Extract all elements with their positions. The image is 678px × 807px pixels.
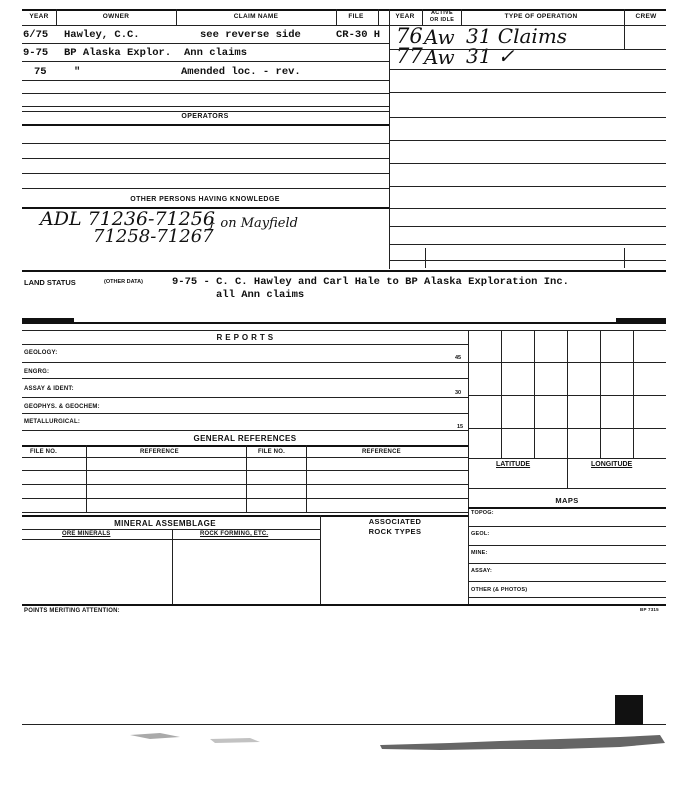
general-references-title: GENERAL REFERENCES xyxy=(193,434,297,443)
report-number: 45 xyxy=(455,355,462,361)
land-status-label: LAND STATUS xyxy=(24,278,76,287)
reference-header: REFERENCE xyxy=(140,449,179,455)
year2-header: YEAR xyxy=(395,13,415,20)
type-of-operation-header: TYPE OF OPERATION xyxy=(504,13,578,20)
reference-header: REFERENCE xyxy=(362,449,401,455)
ore-minerals-header: ORE MINERALS xyxy=(62,531,111,537)
associated-label: ASSOCIATED xyxy=(368,517,422,526)
activity-status: Aw xyxy=(424,25,455,49)
center-divider xyxy=(389,9,390,269)
maps-geol: GEOL: xyxy=(471,531,490,537)
owner-row-year: 9-75 xyxy=(23,47,49,59)
maps-topog: TOPOG: xyxy=(471,510,494,516)
latitude-label: LATITUDE xyxy=(496,461,531,468)
or-idle-header: OR IDLE xyxy=(429,17,455,23)
land-status-sub: (OTHER DATA) xyxy=(104,279,143,285)
year-header: YEAR xyxy=(29,13,49,20)
report-geology: GEOLOGY: xyxy=(24,350,58,356)
report-number: 30 xyxy=(455,390,462,396)
activity-operation: 31 ✓ xyxy=(466,44,515,68)
header-underline xyxy=(22,25,666,26)
owner-row-owner: Hawley, C.C. xyxy=(64,29,140,41)
longitude-label: LONGITUDE xyxy=(591,461,633,468)
operators-title: OPERATORS xyxy=(181,113,229,120)
activity-operation: 31 Claims xyxy=(466,24,568,48)
owner-header: OWNER xyxy=(102,13,130,20)
activity-status: Aw xyxy=(424,45,455,69)
report-number: 15 xyxy=(457,424,464,430)
owner-row-claim: Amended loc. - rev. xyxy=(181,66,301,78)
mineral-assemblage-title: MINERAL ASSEMBLAGE xyxy=(114,519,216,528)
report-metallurgical: METALLURGICAL: xyxy=(24,419,81,425)
file-no-header: FILE NO. xyxy=(258,449,285,455)
report-engrg: ENGRG: xyxy=(24,369,50,375)
reports-title: R E P O R T S xyxy=(216,333,274,342)
maps-title: MAPS xyxy=(555,496,579,505)
owner-row-claim: see reverse side xyxy=(200,29,301,41)
report-assay: ASSAY & IDENT: xyxy=(24,386,74,392)
scan-noise xyxy=(120,725,668,753)
crew-header: CREW xyxy=(635,13,657,20)
activity-year: 77 xyxy=(396,44,423,68)
owner-row-year: 75 xyxy=(34,66,47,78)
owner-row-file: CR-30 H xyxy=(336,29,381,41)
owner-row-owner: BP Alaska Explor. xyxy=(64,47,172,59)
form-code: BP 7315 xyxy=(640,607,659,612)
file-header: FILE xyxy=(348,13,364,20)
adl-note: } on Mayfield xyxy=(208,216,298,231)
file-no-header: FILE NO. xyxy=(30,449,57,455)
black-bar-right xyxy=(616,318,666,324)
report-geophys: GEOPHYS. & GEOCHEM: xyxy=(24,404,100,410)
maps-assay: ASSAY: xyxy=(471,568,493,574)
maps-mine: MINE: xyxy=(471,550,488,556)
adl-line-1: ADL 71236-71256 xyxy=(40,208,215,230)
owner-row-owner: " xyxy=(74,66,81,78)
black-bar-left xyxy=(22,318,74,324)
owner-row-year: 6/75 xyxy=(23,29,49,41)
land-status-line-1: 9-75 - C. C. Hawley and Carl Hale to BP Alaska Exploration Inc. xyxy=(172,276,569,288)
other-persons-title: OTHER PERSONS HAVING KNOWLEDGE xyxy=(130,196,280,203)
registration-block xyxy=(615,695,643,725)
activity-year: 76 xyxy=(396,24,423,48)
rock-forming-header: ROCK FORMING, ETC. xyxy=(200,531,269,537)
maps-other: OTHER (& PHOTOS) xyxy=(471,587,528,593)
top-border xyxy=(22,9,666,11)
rock-types-label: ROCK TYPES xyxy=(368,527,422,536)
owner-row-claim: Ann claims xyxy=(184,47,248,59)
active-header: ACTIVE xyxy=(431,10,453,16)
claim-name-header: CLAIM NAME xyxy=(233,13,279,20)
adl-line-2: 71258-71267 xyxy=(93,226,214,247)
points-meriting-label: POINTS MERITING ATTENTION: xyxy=(24,608,120,614)
land-status-line-2: all Ann claims xyxy=(216,289,305,301)
